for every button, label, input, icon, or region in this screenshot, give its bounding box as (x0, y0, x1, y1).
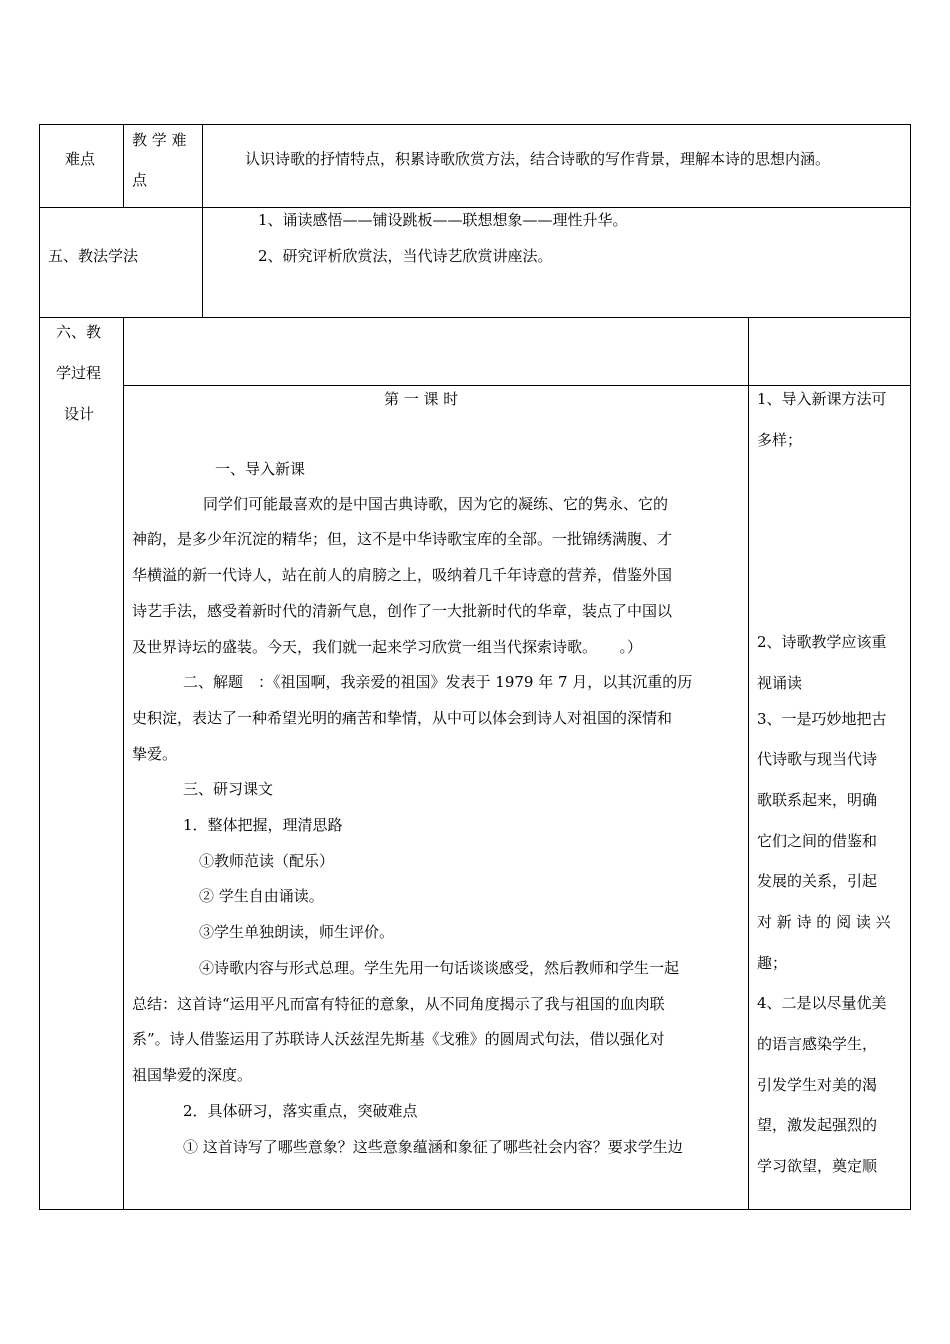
note-line: 对 新 诗 的 阅 读 兴 (757, 913, 891, 931)
note-line: 3、一是巧妙地把古 (757, 710, 887, 728)
lesson-line: 及世界诗坛的盛装。今天，我们就一起来学习欣赏一组当代探索诗歌。 。） (132, 638, 643, 656)
note-line: 2、诗歌教学应该重 (757, 633, 887, 651)
lesson-title: 第 一 课 时 (384, 390, 459, 408)
row-divider-difficulty (39, 207, 911, 208)
process-label-line1: 六、教 (56, 323, 102, 341)
lesson-line: 三、研习课文 (183, 780, 274, 798)
table-left-border (39, 124, 40, 1210)
col-divider-notes (748, 317, 749, 1210)
process-label-line3: 设计 (64, 405, 95, 423)
note-line: 望，激发起强烈的 (757, 1116, 878, 1134)
lesson-line: 系”。诗人借鉴运用了苏联诗人沃兹涅先斯基《戈雅》的圆周式句法，借以强化对 (132, 1030, 665, 1048)
note-line: 的语言感染学生， (757, 1035, 878, 1053)
lesson-line: 华横溢的新一代诗人，站在前人的肩膀之上，吸纳着几千年诗意的营养，借鉴外国 (132, 566, 673, 584)
col-divider-label (123, 124, 124, 208)
col-divider-sublabel (202, 124, 203, 318)
lesson-line: 总结：这首诗“运用平凡而富有特征的意象，从不同角度揭示了我与祖国的血肉联 (132, 995, 665, 1013)
table-bottom-border (39, 1209, 911, 1210)
difficulty-label: 难点 (65, 150, 96, 168)
table-top-border (39, 124, 911, 125)
lesson-line: ④诗歌内容与形式总理。学生先用一句话谈谈感受，然后教师和学生一起 (199, 959, 680, 977)
note-line: 它们之间的借鉴和 (757, 832, 878, 850)
note-line: 学习欲望，奠定顺 (757, 1157, 878, 1175)
table-right-border (910, 124, 911, 1210)
process-label-line2: 学过程 (56, 364, 102, 382)
row-divider-methods (39, 317, 911, 318)
difficulty-sublabel-line1: 教 学 难 (132, 131, 187, 149)
row-divider-process-header (123, 385, 911, 386)
lesson-line: 诗艺手法，感受着新时代的清新气息，创作了一大批新时代的华章，装点了中国以 (132, 602, 673, 620)
lesson-line: 二、解题 ：《祖国啊，我亲爱的祖国》发表于 1979 年 7 月，以其沉重的历 (183, 673, 693, 691)
col-divider-label-process (123, 317, 124, 1210)
difficulty-sublabel-line2: 点 (132, 171, 148, 189)
methods-item-2: 2、研究评析欣赏法，当代诗艺欣赏讲座法。 (258, 247, 553, 265)
note-line: 引发学生对美的渴 (757, 1076, 878, 1094)
note-line: 多样； (757, 431, 803, 449)
note-line: 4、二是以尽量优美 (757, 994, 887, 1012)
lesson-line: 一、导入新课 (215, 460, 306, 478)
difficulty-content: 认识诗歌的抒情特点，积累诗歌欣赏方法，结合诗歌的写作背景，理解本诗的思想内涵。 (245, 150, 831, 168)
note-line: 代诗歌与现当代诗 (757, 750, 878, 768)
lesson-line: ② 学生自由诵读。 (199, 887, 324, 905)
lesson-line: ①教师范读（配乐） (199, 852, 335, 870)
lesson-line: 史积淀，表达了一种希望光明的痛苦和挚情，从中可以体会到诗人对祖国的深情和 (132, 709, 673, 727)
note-line: 趣； (757, 954, 788, 972)
lesson-line: ① 这首诗写了哪些意象？这些意象蕴涵和象征了哪些社会内容？要求学生边 (183, 1138, 683, 1156)
lesson-line: 挚爱。 (132, 745, 178, 763)
note-line: 发展的关系，引起 (757, 872, 878, 890)
lesson-line: 神韵，是多少年沉淀的精华；但，这不是中华诗歌宝库的全部。一批锦绣满腹、才 (132, 530, 673, 548)
lesson-line: 2．具体研习，落实重点，突破难点 (183, 1102, 418, 1120)
methods-label: 五、教法学法 (48, 247, 139, 265)
methods-item-1: 1、诵读感悟——铺设跳板——联想想象——理性升华。 (258, 211, 628, 229)
note-line: 视诵读 (757, 674, 803, 692)
note-line: 1、导入新课方法可 (757, 390, 887, 408)
lesson-line: 1．整体把握，理清思路 (183, 816, 343, 834)
note-line: 歌联系起来，明确 (757, 791, 878, 809)
lesson-line: 祖国挚爱的深度。 (132, 1066, 253, 1084)
lesson-line: ③学生单独朗读，师生评价。 (199, 923, 395, 941)
lesson-line: 同学们可能最喜欢的是中国古典诗歌，因为它的凝练、它的隽永、它的 (203, 495, 669, 513)
